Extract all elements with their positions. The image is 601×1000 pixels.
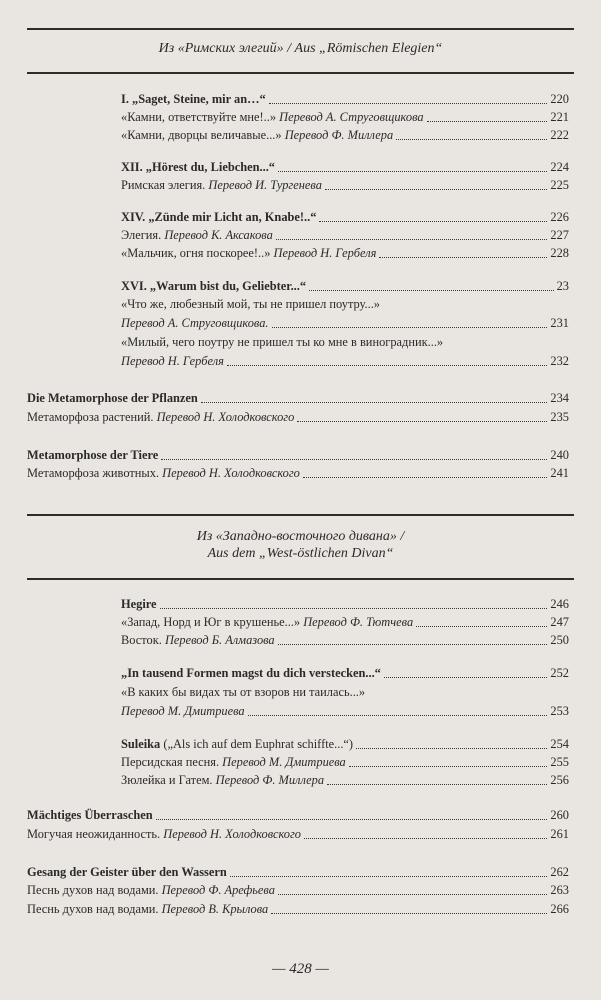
entry-title: XVI. „Warum bist du, Geliebter...“ [121,279,307,293]
page-number: 235 [550,410,569,424]
page-number: 252 [550,666,569,680]
translator: Перевод М. Дмитриева [121,704,245,718]
translator: Перевод В. Крылова [161,902,269,916]
leader-dots [327,784,547,785]
toc-entry[interactable] [121,704,569,719]
toc-entry[interactable] [27,410,569,425]
translator: Перевод Н. Холодковского [162,466,300,480]
page-number: 220 [550,92,569,106]
toc-entry[interactable] [121,755,569,770]
entry-text: Метаморфоза растений. [27,410,157,424]
page-number: 228 [550,246,569,260]
entry-title [121,755,346,770]
entry-title [121,773,324,788]
entry-title: „In tausend Formen magst du dich verstecken...“ [121,666,381,680]
leader-dots [379,257,547,258]
entry-text: Элегия. [121,228,165,242]
leader-dots [160,608,548,609]
toc-entry[interactable] [121,178,569,193]
leader-dots [303,477,548,478]
page-number: 250 [550,633,569,647]
entry-title [121,228,273,243]
page-number: 23 [556,279,569,293]
leader-dots [248,715,548,716]
toc-entry[interactable] [27,808,569,823]
entry-first-line: «В каких бы видах ты от взоров ни таилась...» [121,685,366,699]
page-number: 266 [550,902,569,916]
toc-entry[interactable] [121,354,569,369]
entry-text: Римская элегия. [121,178,209,192]
page-number: 222 [550,128,569,142]
page-number: 224 [550,160,569,174]
toc-entry[interactable] [27,448,569,463]
translator: Перевод Н. Холодковского [156,410,295,424]
leader-dots [349,766,548,767]
translator: Перевод Н. Гербеля [273,246,377,260]
toc-entry[interactable] [121,615,569,630]
page-number: 247 [550,615,569,629]
page-number: 232 [550,354,569,368]
page-number: 260 [550,808,569,822]
page-number: 246 [550,597,569,611]
page-number: 227 [550,228,569,242]
translator: Перевод Н. Холодковского [163,827,301,841]
page-number: 253 [550,704,569,718]
leader-dots [269,103,548,104]
entry-first-line: «Что же, любезный мой, ты не пришел поутру...» [121,297,380,311]
translator: Перевод Ф. Миллера [215,773,325,787]
entry-title [27,902,268,917]
leader-dots [230,876,548,877]
page-folio: — 428 — [272,961,329,977]
toc-entry[interactable] [27,827,569,842]
page-number: 240 [550,448,569,462]
entry-title [27,827,301,842]
toc-entry[interactable] [121,597,569,612]
entry-subtitle: („Als ich auf dem Euphrat schiffte...“) [160,737,354,751]
entry-title [121,615,413,630]
entry-title [121,737,353,752]
leader-dots [356,748,547,749]
top-rule [27,28,574,30]
entry-title [121,633,275,648]
entry-text: «Камни, ответствуйте мне!..» [121,110,280,124]
leader-dots [161,459,547,460]
translator: Перевод М. Дмитриева [222,755,346,769]
page-number: 231 [550,316,569,330]
translator: Перевод А. Струговщикова. [121,316,269,330]
entry-text: «Мальчик, огня поскорее!..» [121,246,274,260]
entry-title [121,246,376,261]
translator: Перевод Н. Гербеля [121,354,224,368]
translator: Перевод А. Струговщикова [279,110,424,124]
toc-entry[interactable] [27,902,569,917]
leader-dots [304,838,547,839]
toc-entry[interactable] [121,737,569,752]
entry-title [27,410,294,425]
translator: Перевод И. Тургенева [208,178,322,192]
leader-dots [271,913,547,914]
leader-dots [396,139,547,140]
entry-text: Метаморфоза животных. [27,466,163,480]
entry-title [121,110,424,125]
leader-dots [427,121,548,122]
entry-text: «Запад, Норд и Юг в крушенье...» [121,615,304,629]
leader-dots [201,402,548,403]
entry-bold-title: Suleika [121,737,161,751]
section-title-divan [27,528,574,562]
page-number: 262 [550,865,569,879]
page-number: 256 [550,773,569,787]
translator: Перевод Ф. Миллера [284,128,394,142]
toc-entry[interactable] [121,666,569,681]
leader-dots [278,644,548,645]
entry-title [27,466,300,481]
toc-entry[interactable] [121,246,569,261]
toc-entry[interactable] [121,128,569,143]
toc-entry[interactable] [121,773,569,788]
toc-entry[interactable] [27,391,569,406]
leader-dots [309,290,554,291]
translator: Перевод К. Аксакова [164,228,273,242]
entry-title: XIV. „Zünde mir Licht an, Knabe!..“ [121,210,317,224]
page-number: 254 [550,737,569,751]
page-number: 261 [550,827,569,841]
section-rule [27,514,574,516]
toc-entry[interactable] [121,228,569,243]
entry-text: Зюлейка и Гатем. [121,773,216,787]
leader-dots [416,626,547,627]
page-number: 234 [550,391,569,405]
section-title-roman-elegies [27,40,574,57]
entry-title: Metamorphose der Tiere [27,448,159,462]
leader-dots [319,221,547,222]
leader-dots [325,189,548,190]
toc-entry[interactable] [121,160,569,175]
entry-title: Mächtiges Überraschen [27,808,153,822]
entry-title: Die Metamorphose der Pflanzen [27,391,198,405]
leader-dots [156,819,548,820]
section-rule [27,72,574,74]
leader-dots [278,171,547,172]
section-title-line-1: Из «Западно-восточного дивана» / [196,529,405,544]
page-number: 221 [550,110,569,124]
leader-dots [227,365,548,366]
leader-dots [384,677,548,678]
leader-dots [276,239,548,240]
section-rule [27,578,574,580]
page-number: 241 [550,466,569,480]
entry-text: Персидская песня. [121,755,223,769]
entry-first-line: «Милый, чего поутру не пришел ты ко мне в виноградник...» [121,335,444,349]
entry-title: Gesang der Geister über den Wassern [27,865,227,879]
section-title-line-2: Aus dem „West-östlichen Divan“ [207,546,394,561]
toc-entry[interactable] [121,279,569,294]
entry-text: Песнь духов над водами. [27,902,162,916]
page-number: 255 [550,755,569,769]
toc-entry[interactable] [121,316,569,331]
page-number: 263 [550,883,569,897]
section-title-text: Из «Римских элегий» / Aus „Römischen Elegien“ [158,41,443,56]
leader-dots [297,421,547,422]
translator: Перевод Ф. Арефьева [161,883,275,897]
entry-title: Hegire [121,597,157,611]
page-number: 225 [550,178,569,192]
entry-title: I. „Saget, Steine, mir an…“ [121,92,266,106]
toc-entry[interactable] [121,110,569,125]
toc-entry[interactable] [121,92,569,107]
entry-title [121,128,393,143]
entry-title [27,883,275,898]
entry-title [121,178,322,193]
toc-entry[interactable] [27,883,569,898]
translator: Перевод Ф. Тютчева [303,615,414,629]
toc-entry[interactable] [121,210,569,225]
entry-text: Могучая неожиданность. [27,827,164,841]
entry-text: Песнь духов над водами. [27,883,162,897]
entry-title: XII. „Hörest du, Liebchen...“ [121,160,275,174]
leader-dots [272,327,548,328]
page-number: 226 [550,210,569,224]
toc-entry[interactable] [27,466,569,481]
translator: Перевод Б. Алмазова [164,633,275,647]
toc-entry[interactable] [27,865,569,880]
leader-dots [278,894,548,895]
toc-entry[interactable] [121,633,569,648]
entry-text: «Камни, дворцы величавые...» [121,128,285,142]
entry-text: Восток. [121,633,165,647]
